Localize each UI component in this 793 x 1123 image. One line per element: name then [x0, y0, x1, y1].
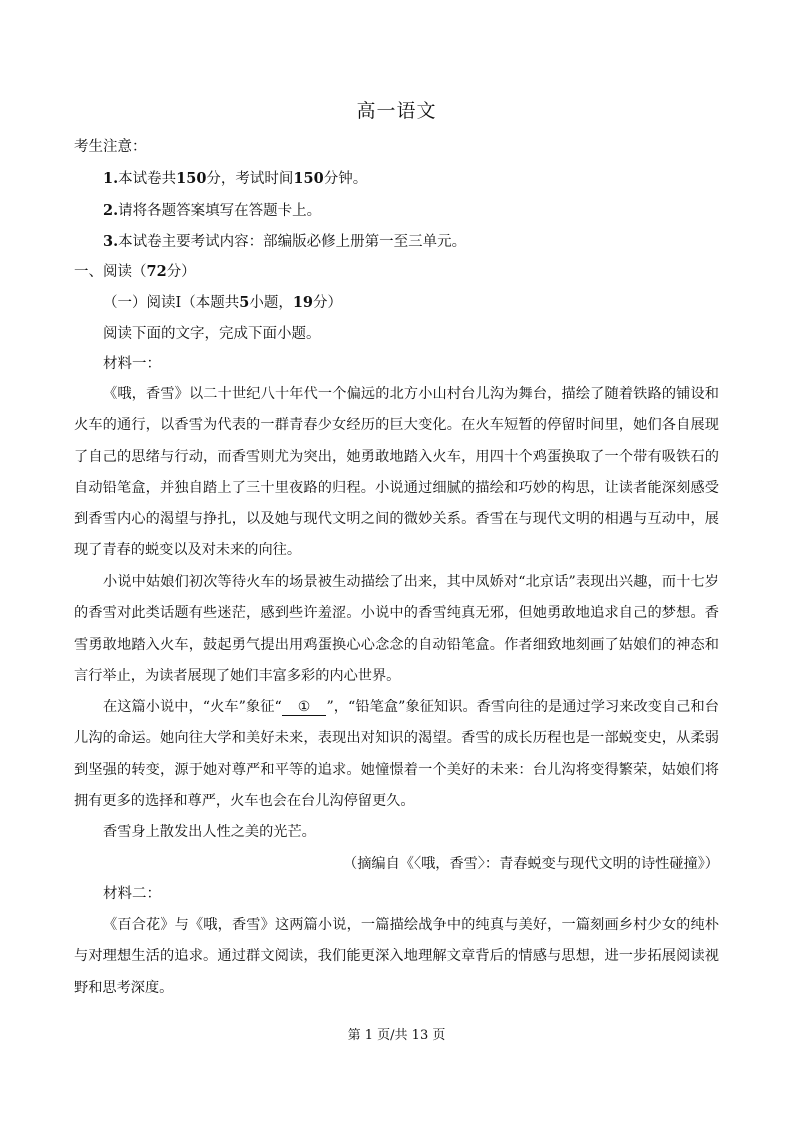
fill-in-blank-1: ① — [282, 699, 327, 716]
notice-item-2 — [103, 201, 321, 221]
material-1-label: 材料一： — [103, 356, 161, 372]
paragraph-text: 在这篇小说中，“火车”象征“ — [103, 699, 282, 715]
material-1-paragraph-3 — [74, 692, 719, 817]
material-1-paragraph-4: 香雪身上散发出人性之美的光芒。 — [103, 824, 316, 840]
material-1-paragraph-2: 小说中姑娘们初次等待火车的场景被生动描绘了出来，其中凤娇对“北京话”表现出兴趣，而十七岁的香雪对此类话题有些迷茫，感到些许羞涩。小说中的香雪纯真无邪，但她勇敢地追求自己的梦想。香雪勇敢地踏入火车，鼓起勇气提出用鸡蛋换心心念念的自动铅笔盒。作者细致地刻画了姑娘们的神态和言行举止，为读者展现了她们丰富多彩的内心世界。 — [74, 574, 719, 684]
notice-item-text: 分，考试时间 — [206, 171, 294, 187]
notice-item-text: 本试卷主要考试内容：部编版必修上册第一至三单元。 — [118, 234, 467, 250]
paragraph-text: ”，“铅笔盒”象征知识。香雪向往的是通过学习来改变自己和台儿沟的命运。她向往大学和美好未来，表现出对知识的渴望。香雪的成长历程也是一部蜕变史，从柔弱到坚强的转变，源于她对尊严和平等的追求。她憧憬着一个美好的未来：台儿沟将变得繁荣，姑娘们将拥有更多的选择和尊严，火车也会在台儿沟停留更久。 — [74, 699, 719, 809]
section-score: 72 — [146, 263, 167, 280]
notice-item-3 — [103, 232, 466, 252]
question-count: 5 — [239, 294, 250, 311]
section-heading-text: 分） — [166, 264, 196, 280]
notice-item-number: 3. — [103, 233, 119, 250]
material-2-label: 材料二： — [103, 886, 161, 902]
subsection-score: 19 — [292, 294, 314, 311]
notice-heading: 考生注意： — [74, 139, 147, 155]
reading-instruction: 阅读下面的文字，完成下面小题。 — [103, 326, 321, 342]
notice-item-number: 2. — [103, 202, 119, 219]
notice-item-text: 请将各题答案填写在答题卡上。 — [118, 203, 322, 219]
material-1-source: （摘编自《〈哦，香雪〉：青春蜕变与现代文明的诗性碰撞》） — [343, 856, 719, 872]
section-heading-text: 一、阅读（ — [74, 264, 147, 280]
page-title: 高一语文 — [356, 100, 437, 122]
notice-item-1 — [103, 169, 367, 189]
material-1-paragraph-1: 《哦，香雪》以二十世纪八十年代一个偏远的北方小山村台儿沟为舞台，描绘了随着铁路的铺设和火车的通行，以香雪为代表的一群青春少女经历的巨大变化。在火车短暂的停留时间里，她们各自展现了自己的思绪与行动，而香雪则尤为突出，她勇敢地踏入火车，用四十个鸡蛋换取了一个带有吸铁石的自动铅笔盒，并独自踏上了三十里夜路的归程。小说通过细腻的描绘和巧妙的构思，让读者能深刻感受到香雪内心的渴望与挣扎，以及她与现代文明之间的微妙关系。香雪在与现代文明的相遇与互动中，展现了青春的蜕变以及对未来的向往。 — [74, 386, 719, 559]
subsection-heading-text: 小题， — [249, 295, 293, 311]
total-score: 150 — [176, 170, 207, 187]
exam-time: 150 — [293, 170, 324, 187]
notice-item-text: 本试卷共 — [118, 171, 177, 187]
notice-item-text: 分钟。 — [323, 171, 368, 187]
subsection-heading-text: 分） — [313, 295, 343, 311]
section-heading — [74, 262, 196, 282]
subsection-heading-text: （一）阅读Ⅰ（本题共 — [103, 295, 240, 311]
notice-item-number: 1. — [103, 170, 119, 187]
page-footer: 第 1 页/共 13 页 — [347, 1028, 446, 1043]
subsection-heading — [103, 293, 342, 313]
material-2-paragraph: 《百合花》与《哦，香雪》这两篇小说，一篇描绘战争中的纯真与美好，一篇刻画乡村少女的纯朴与对理想生活的追求。通过群文阅读，我们能更深入地理解文章背后的情感与思想，进一步拓展阅读视野和思考深度。 — [74, 917, 719, 996]
